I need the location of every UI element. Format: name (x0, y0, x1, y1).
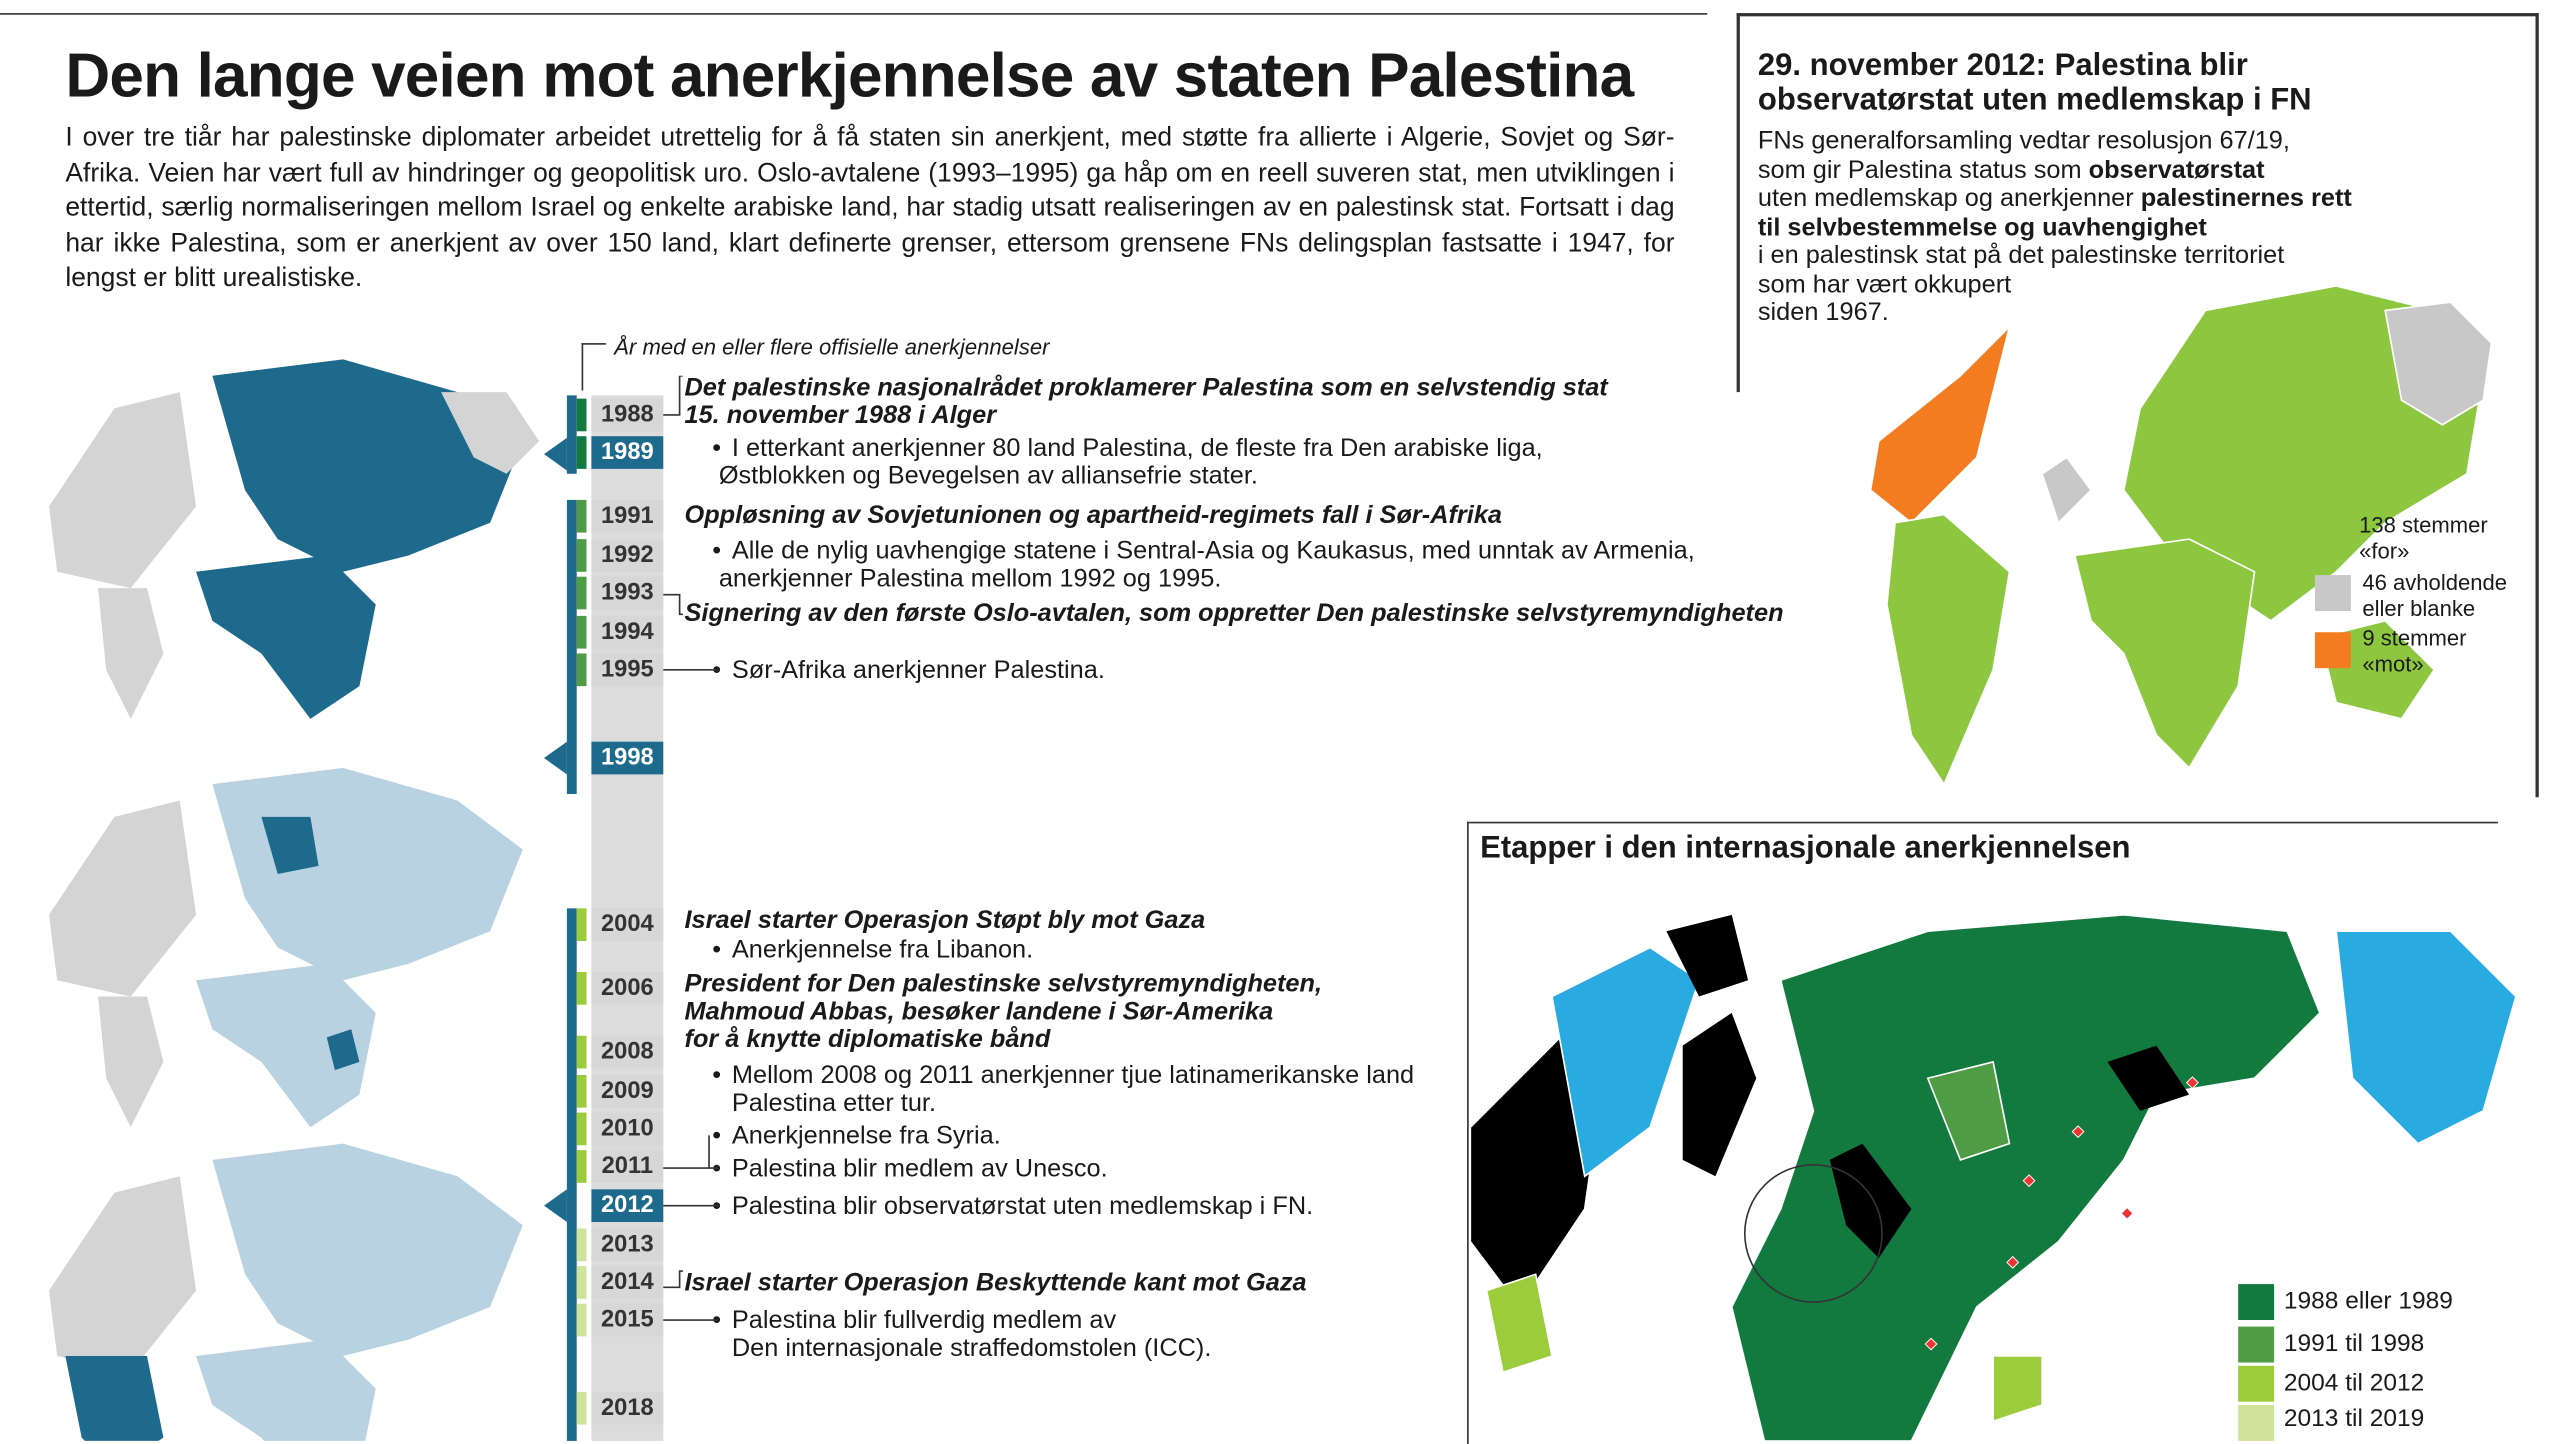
era-bar-3 (567, 908, 577, 1441)
year-2011: 2011 (591, 1150, 663, 1183)
event-2008-b: Palestina etter tur. (731, 1089, 937, 1118)
un-box-top (1737, 13, 2538, 15)
timeline-note: År med en eller flere offisielle anerkjennelser (614, 334, 1050, 360)
year-1993: 1993 (591, 577, 663, 610)
map-1989 (49, 359, 539, 718)
year-2015: 2015 (591, 1304, 663, 1337)
un-title: 29. november 2012: Palestina blir observatørstat uten medlemskap i FN (1757, 49, 2312, 118)
arrow-1989 (544, 438, 567, 471)
intro-paragraph: I over tre tiår har palestinske diplomater arbeidet utrettelig for å få staten sin anerkjent, med støtte fra allierte i Algerie, Sovjet og Sør-Afrika. Veien har vært full av hindringer og geopolitisk uro. Oslo-avtalene (1993–1995) ga håp om en reell suveren stat, men utviklingen i ettertid, særlig normaliseringen mellom Israel og enkelte arabiske land, har stadig utsatt realiseringen av en palestinsk stat. Fortsatt i dag har ikke Palestina, som er anerkjent av over 150 land, klart definerte grenser, ettersom grensene FNs delingsplan fastsatte i 1947, for lengst er blitt urealistiske. (65, 122, 1675, 293)
timeline-note-pointer (582, 343, 607, 390)
timeline-connectors (653, 376, 751, 1356)
south-america-shape (1887, 515, 2010, 785)
stripe-2011 (577, 1150, 587, 1183)
event-1995: • Sør-Afrika anerkjenner Palestina. (732, 657, 1105, 685)
etapper-legend-1: 1988 eller 1989 (2283, 1287, 2453, 1316)
event-2014: Israel starter Operasjon Beskyttende kant mot Gaza (684, 1269, 1307, 1298)
stripe-2010 (577, 1113, 587, 1146)
legend-for: 138 stemmer «for» (2359, 512, 2488, 564)
year-2009: 2009 (591, 1075, 663, 1108)
year-2008: 2008 (591, 1036, 663, 1069)
legend-abstain: 46 avholdende eller blanke (2362, 570, 2508, 621)
etapper-swatch-4 (2238, 1405, 2274, 1441)
year-1991: 1991 (591, 500, 663, 533)
etapper-swatch-1 (2238, 1284, 2274, 1320)
un-text: FNs generalforsamling vedtar resolusjon 67/19, som gir Palestina status som observatørstat uten medlemskap og anerkjenner palestinernes rett til selvbestemmelse og uavhengighet i en palestinsk stat på det palestinske territoriet som har vært okkupert siden 1967. (1757, 127, 2352, 327)
stripe-2008 (577, 1036, 587, 1069)
event-2006-c: for å knytte diplomatiske bånd (684, 1025, 1051, 1054)
event-1992-a: • Alle de nylig uavhengige statene i Sentral-Asia og Kaukasus, med unntak av Armenia, (732, 537, 1695, 565)
etapper-swatch-2 (2238, 1327, 2274, 1363)
era-bar-2 (567, 500, 577, 794)
event-1992-b: anerkjenner Palestina mellom 1992 og 1995. (718, 565, 1222, 594)
stripe-1995 (577, 653, 587, 686)
page-title: Den lange veien mot anerkjennelse av staten Palestina (65, 42, 1634, 112)
stripe-1988 (577, 399, 587, 432)
un-box-border (1737, 13, 1739, 392)
year-2012: 2012 (591, 1189, 663, 1222)
event-1988-a: Det palestinske nasjonalrådet proklamerer Palestina som en selvstendig stat (684, 374, 1608, 402)
year-1994: 1994 (591, 616, 663, 649)
arrow-1998 (544, 742, 567, 775)
stripe-2004 (577, 908, 587, 941)
stripe-2009 (577, 1075, 587, 1108)
europe-grey (2042, 457, 2091, 522)
legend-swatch-against (2315, 632, 2351, 668)
map-1998 (49, 768, 523, 1127)
stripe-1994 (577, 616, 587, 649)
event-2008-a: • Mellom 2008 og 2011 anerkjenner tjue latinamerikanske land (732, 1062, 1414, 1090)
stripe-1993 (577, 577, 587, 610)
stripe-1991 (577, 500, 587, 533)
etapper-title: Etapper i den internasjonale anerkjennelsen (1480, 831, 2131, 866)
stripe-1992 (577, 539, 587, 572)
stripe-2013 (577, 1229, 587, 1262)
year-2018: 2018 (591, 1392, 663, 1425)
etapper-swatch-3 (2238, 1366, 2274, 1402)
stripe-1989 (577, 436, 587, 469)
event-1989-b: Østblokken og Bevegelsen av alliansefrie stater. (718, 462, 1258, 491)
event-1991: Oppløsning av Sovjetunionen og apartheid-regimets fall i Sør-Afrika (684, 501, 1502, 530)
etapper-legend-2: 1991 til 1998 (2283, 1329, 2425, 1358)
legend-swatch-abstain (2315, 575, 2351, 611)
year-1989: 1989 (591, 436, 663, 469)
year-1988: 1988 (591, 399, 663, 432)
etapper-legend-3: 2004 til 2012 (2283, 1369, 2425, 1397)
etapper-legend-4: 2013 til 2019 (2283, 1404, 2425, 1433)
year-1995: 1995 (591, 653, 663, 686)
year-2013: 2013 (591, 1229, 663, 1262)
north-america-shape (1871, 327, 2010, 523)
event-1988-b: 15. november 1988 i Alger (684, 401, 997, 430)
year-2004: 2004 (591, 908, 663, 941)
africa-shape (2075, 539, 2255, 768)
event-1993: Signering av den første Oslo-avtalen, som oppretter Den palestinske selvstyremyndigheten (684, 599, 1784, 628)
stripe-2006 (577, 972, 587, 1005)
event-2004: Israel starter Operasjon Støpt bly mot Gaza (684, 906, 1206, 935)
event-2006-a: President for Den palestinske selvstyremyndigheten, (684, 970, 1323, 999)
event-2004b: • Anerkjennelse fra Libanon. (732, 936, 1033, 964)
arrow-2012 (544, 1189, 567, 1222)
event-2006-b: Mahmoud Abbas, besøker landene i Sør-Amerika (684, 998, 1274, 1026)
event-2015-a: • Palestina blir fullverdig medlem av (732, 1307, 1116, 1335)
timeline-maps (16, 327, 555, 1441)
legend-swatch-for (2315, 516, 2351, 552)
event-2012: • Palestina blir observatørstat uten medlemskap i FN. (732, 1193, 1313, 1221)
map-2012 (49, 1144, 523, 1441)
year-2010: 2010 (591, 1113, 663, 1146)
event-2011: • Palestina blir medlem av Unesco. (732, 1155, 1108, 1183)
stripe-2018 (577, 1392, 587, 1425)
stripe-2015 (577, 1304, 587, 1337)
year-2006: 2006 (591, 972, 663, 1005)
legend-against: 9 stemmer «mot» (2362, 625, 2467, 677)
stripe-2014 (577, 1266, 587, 1299)
event-2015-b: Den internasjonale straffedomstolen (ICC). (731, 1334, 1212, 1363)
event-2010: • Anerkjennelse fra Syria. (732, 1122, 1001, 1150)
un-box-right (2536, 13, 2538, 797)
event-1989-a: • I etterkant anerkjenner 80 land Palestina, de fleste fra Den arabiske liga, (732, 435, 1543, 463)
top-rule (0, 13, 1707, 15)
year-1992: 1992 (591, 539, 663, 572)
year-1998: 1998 (591, 742, 663, 775)
year-2014: 2014 (591, 1266, 663, 1299)
era-bar-1 (567, 395, 577, 473)
